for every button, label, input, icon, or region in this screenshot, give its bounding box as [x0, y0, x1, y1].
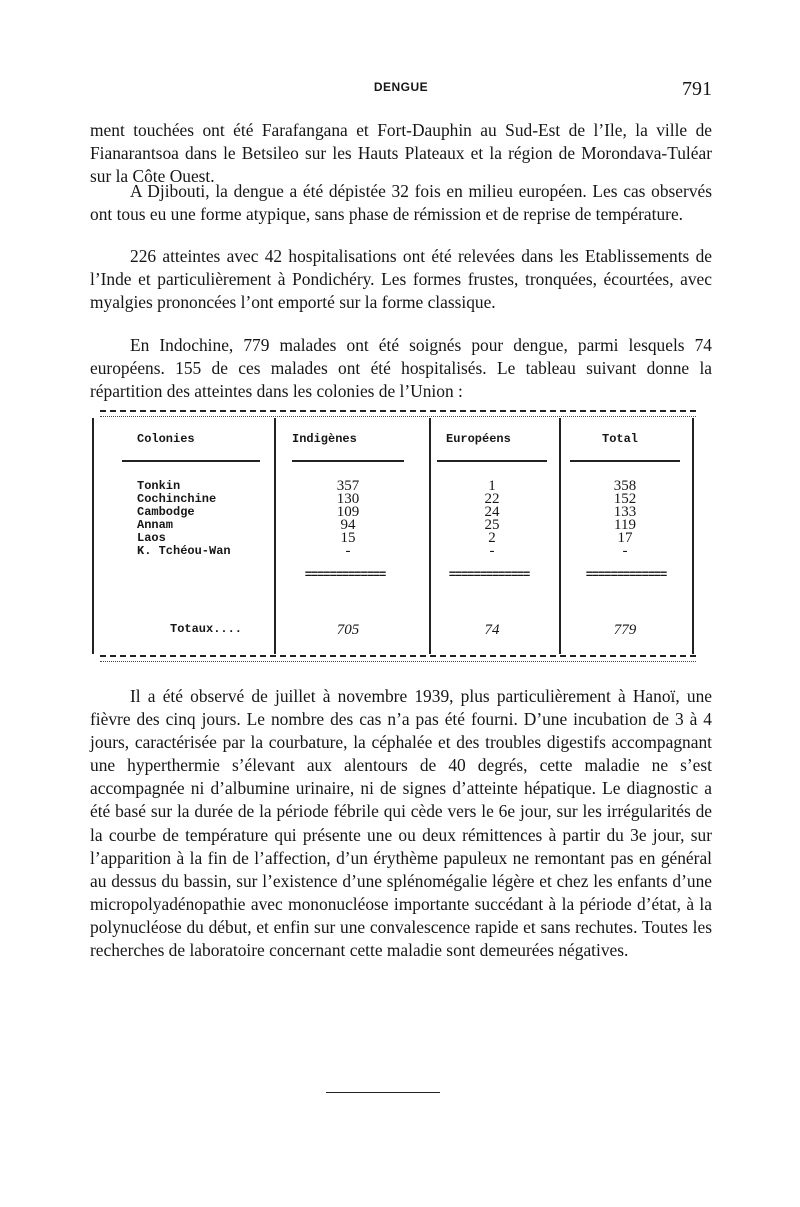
column-divider-1 [274, 418, 276, 654]
running-title: DENGUE [373, 80, 429, 94]
header-colonies: Colonies [137, 432, 195, 446]
column-indigenes: 357 130 109 94 15 - [336, 478, 360, 559]
dengue-table [92, 418, 694, 654]
page-number: 791 [682, 78, 712, 100]
header-europeens: Européens [446, 432, 511, 446]
table-left-border [92, 418, 94, 654]
column-divider-3 [559, 418, 561, 654]
footer-rule [326, 1092, 440, 1093]
paragraph-3: 226 atteintes avec 42 hospitalisations ont été relevées dans les Etablissements de l’Inde et particulièrement à Pondichéry. Les formes frustes, tronquées, écourtées, avec myalgies prononcées l’ont emporté sur la forme classique. [90, 246, 712, 313]
table-bottom-dashed-rule [100, 655, 696, 662]
sum-separator-total: ============= [585, 568, 667, 582]
header-underline-colonies [122, 460, 260, 462]
colony-names: Tonkin Cochinchine Cambodge Annam Laos K. Tchéou-Wan [137, 479, 231, 558]
header-underline-indigenes [292, 460, 404, 462]
header-underline-europeens [437, 460, 547, 462]
running-header [90, 78, 712, 102]
table-top-dashed-rule [100, 410, 696, 417]
total-indigenes: 705 [336, 622, 360, 638]
totals-label: Totaux.... [170, 622, 243, 636]
header-underline-total [570, 460, 680, 462]
paragraph-5: Il a été observé de juillet à novembre 1939, plus particulièrement à Hanoï, une fièvre des cinq jours. Le nombre des cas n’a pas été fourni. D’une incubation de 3 à 4 jours, caractérisée par la courbature, la céphalée et des troubles digestifs accompagnant une hyperthermie s’élevant aux alentours de 40 degrés, cette maladie ne s’est accompagnée ni d’albumine urinaire, ni de signes d’atteinte hépatique. Le diagnostic a été basé sur la durée de la période fébrile qui cède vers le 6e jour, sur les irrégularités de la courbe de température qui présente une ou deux rémittences à partir du 3e jour, sur l’apparition à la fin de l’affection, d’un érythème papuleux ne remontant pas en général au dessus du bassin, sur l’existence d’une splénomégalie légère et chez les enfants d’une micropolyadénopathie avec mononucléose importante succédant à la période d’état, à la polynucléose du début, et enfin sur une convalescence rapide et sans rechutes. Toutes les recherches de laboratoire concernant cette maladie sont demeurées négatives. [90, 686, 712, 961]
sum-separator-indigenes: ============= [304, 568, 386, 582]
total-total: 779 [613, 622, 637, 638]
table-right-border [692, 418, 694, 654]
sum-separator-europeens: ============= [448, 568, 530, 582]
paragraph-4: En Indochine, 779 malades ont été soignés pour dengue, parmi lesquels 74 européens. 155 de ces malades ont été hospitalisés. Le tableau suivant donne la répartition des atteintes dans les colonies de l’Union : [90, 335, 712, 402]
total-europeens: 74 [484, 622, 500, 638]
paragraph-2: A Djibouti, la dengue a été dépistée 32 fois en milieu européen. Les cas observés ont tous eu une forme atypique, sans phase de rémission et de reprise de température. [90, 181, 712, 225]
header-total: Total [602, 432, 639, 446]
column-europeens: 1 22 24 25 2 - [484, 478, 500, 559]
column-total: 358 152 133 119 17 - [613, 478, 637, 559]
column-divider-2 [429, 418, 431, 654]
header-indigenes: Indigènes [292, 432, 357, 446]
paragraph-1: ment touchées ont été Farafangana et Fort-Dauphin au Sud-Est de l’Ile, la ville de Fianarantsoa dans le Betsileo sur les Hauts Plateaux et la région de Morondava-Tuléar sur la Côte Ouest. [90, 120, 712, 187]
